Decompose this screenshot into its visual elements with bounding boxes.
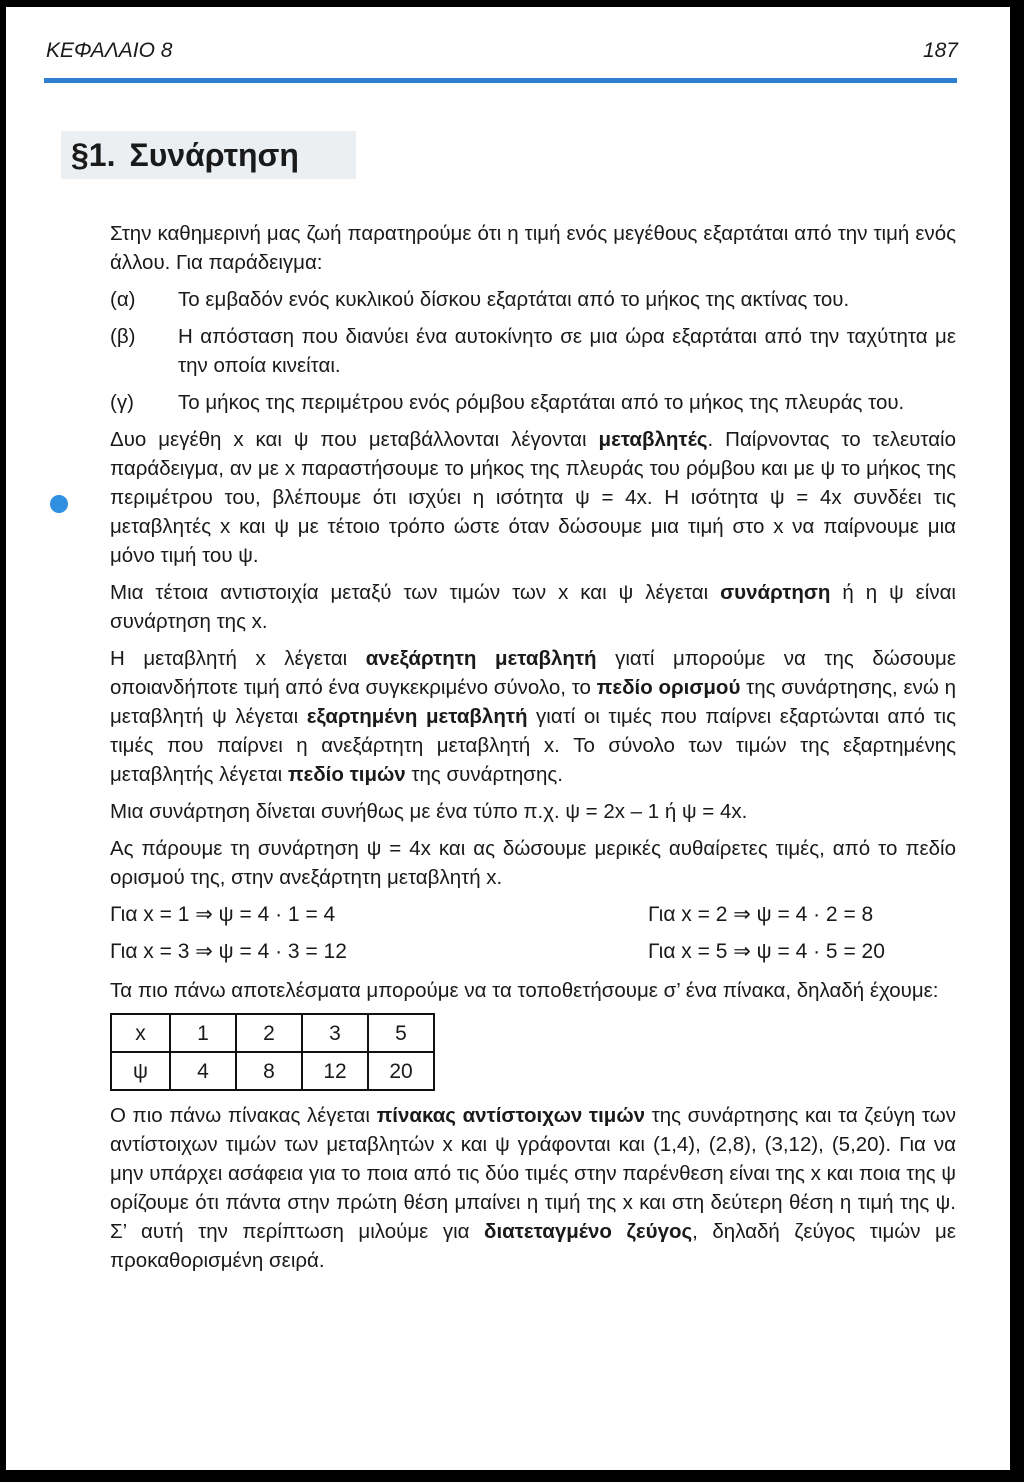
item-label: (β) bbox=[110, 325, 136, 348]
variables-paragraph: Δυο μεγέθη x και ψ που μεταβάλλονται λέγονται μεταβλητές. Παίρνοντας το τελευταίο παράδειγμα, αν με x παραστήσουμε το μήκος της πλευράς του ρόμβου και με ψ το μήκος της περιμέτρου του, βλέπουμε ότι ισχύει η ισότητα ψ = 4x. Η ισότητα ψ = 4x συνδέει τις μεταβλητές x και ψ με τέτοιο τρόπο ώστε όταν δώσουμε μια τιμή στο x να παίρνουμε μια μόνο τιμή του ψ. bbox=[110, 428, 956, 567]
example-line: Για x = 2 ⇒ ψ = 4 · 2 = 8 bbox=[648, 903, 874, 926]
body-text bbox=[110, 219, 956, 1283]
table-cell: x bbox=[111, 1014, 170, 1052]
table-cell: 3 bbox=[302, 1014, 368, 1052]
list-item bbox=[110, 322, 956, 380]
domain-paragraph: Η μεταβλητή x λέγεται ανεξάρτητη μεταβλητή γιατί μπορούμε να της δώσουμε οποιανδήποτε τιμή από ένα συγκεκριμένο σύνολο, το πεδίο ορισμού της συνάρτησης, ενώ η μεταβλητή ψ λέγεται εξαρτημένη μεταβλητή γιατί οι τιμές που παίρνει εξαρτώνται από τις τιμές που παίρνει η ανεξάρτητη μεταβλητή x. Το σύνολο των τιμών της εξαρτημένης μεταβλητής λέγεται πεδίο τιμών της συνάρτησης. bbox=[110, 647, 956, 786]
values-table bbox=[110, 1013, 435, 1091]
textbook-page bbox=[6, 7, 1010, 1470]
table-row bbox=[111, 1052, 434, 1090]
item-label: (γ) bbox=[110, 391, 134, 414]
formula-paragraph: Μια συνάρτηση δίνεται συνήθως με ένα τύπο π.χ. ψ = 2x – 1 ή ψ = 4x. bbox=[110, 800, 748, 823]
section-number: §1. bbox=[71, 137, 116, 173]
table-cell: 1 bbox=[170, 1014, 236, 1052]
term-dependent-variable: εξαρτημένη μεταβλητή bbox=[306, 705, 528, 728]
item-text: Η απόσταση που διανύει ένα αυτοκίνητο σε μια ώρα εξαρτάται από την ταχύτητα με την οποία κινείται. bbox=[178, 325, 956, 377]
page-header bbox=[46, 39, 958, 69]
item-label: (α) bbox=[110, 288, 136, 311]
term-domain: πεδίο ορισμού bbox=[596, 676, 741, 699]
examples-grid bbox=[110, 900, 956, 966]
section-title: Συνάρτηση bbox=[129, 137, 299, 173]
table-row bbox=[111, 1014, 434, 1052]
example-line: Για x = 5 ⇒ ψ = 4 · 5 = 20 bbox=[648, 940, 885, 963]
term-range: πεδίο τιμών bbox=[287, 763, 406, 786]
ordered-pair-paragraph: Ο πιο πάνω πίνακας λέγεται πίνακας αντίστοιχων τιμών της συνάρτησης και τα ζεύγη των αντίστοιχων τιμών των μεταβλητών x και ψ γράφονται και (1,4), (2,8), (3,12), (5,20). Για να μην υπάρχει ασάφεια για το ποια από τις δύο τιμές στην παρένθεση είναι της x και ποια της ψ ορίζουμε ότι πάντα στην πρώτη θέση μπαίνει η τιμή της x και στη δεύτερη θέση η τιμή της ψ. Σ’ αυτή την περίπτωση μιλούμε για διατεταγμένο ζεύγος, δηλαδή ζεύγος τιμών με προκαθορισμένη σειρά. bbox=[110, 1104, 956, 1272]
table-cell: 4 bbox=[170, 1052, 236, 1090]
header-rule bbox=[44, 78, 957, 83]
example-line: Για x = 1 ⇒ ψ = 4 · 1 = 4 bbox=[110, 903, 336, 926]
chapter-label: ΚΕΦΑΛΑΙΟ 8 bbox=[46, 39, 173, 62]
list-item bbox=[110, 388, 956, 417]
table-cell: ψ bbox=[111, 1052, 170, 1090]
term-variables: μεταβλητές bbox=[598, 428, 708, 451]
list-item bbox=[110, 285, 956, 314]
term-value-table: πίνακας αντίστοιχων τιμών bbox=[376, 1104, 646, 1127]
term-ordered-pair: διατεταγμένο ζεύγος bbox=[484, 1220, 693, 1243]
item-text: Το μήκος της περιμέτρου ενός ρόμβου εξαρτάται από το μήκος της πλευράς του. bbox=[178, 391, 905, 414]
table-cell: 2 bbox=[236, 1014, 302, 1052]
function-paragraph: Μια τέτοια αντιστοιχία μεταξύ των τιμών των x και ψ λέγεται συνάρτηση ή η ψ είναι συνάρτηση της x. bbox=[110, 581, 956, 633]
table-intro-paragraph: Τα πιο πάνω αποτελέσματα μπορούμε να τα τοποθετήσουμε σ’ ένα πίνακα, δηλαδή έχουμε: bbox=[110, 979, 939, 1002]
term-function: συνάρτηση bbox=[720, 581, 831, 604]
term-independent-variable: ανεξάρτητη μεταβλητή bbox=[365, 647, 597, 670]
section-heading bbox=[61, 131, 356, 179]
page-number: 187 bbox=[922, 39, 958, 62]
take-function-paragraph: Ας πάρουμε τη συνάρτηση ψ = 4x και ας δώσουμε μερικές αυθαίρετες τιμές, από το πεδίο ορισμού της, στην ανεξάρτητη μεταβλητή x. bbox=[110, 837, 956, 889]
intro-paragraph: Στην καθημερινή μας ζωή παρατηρούμε ότι η τιμή ενός μεγέθους εξαρτάται από την τιμή ενός άλλου. Για παράδειγμα: bbox=[110, 222, 956, 274]
item-text: Το εμβαδόν ενός κυκλικού δίσκου εξαρτάται από το μήκος της ακτίνας του. bbox=[178, 288, 850, 311]
example-line: Για x = 3 ⇒ ψ = 4 · 3 = 12 bbox=[110, 940, 347, 963]
table-cell: 8 bbox=[236, 1052, 302, 1090]
table-cell: 20 bbox=[368, 1052, 434, 1090]
table-cell: 5 bbox=[368, 1014, 434, 1052]
table-cell: 12 bbox=[302, 1052, 368, 1090]
margin-bullet-icon bbox=[50, 495, 68, 513]
